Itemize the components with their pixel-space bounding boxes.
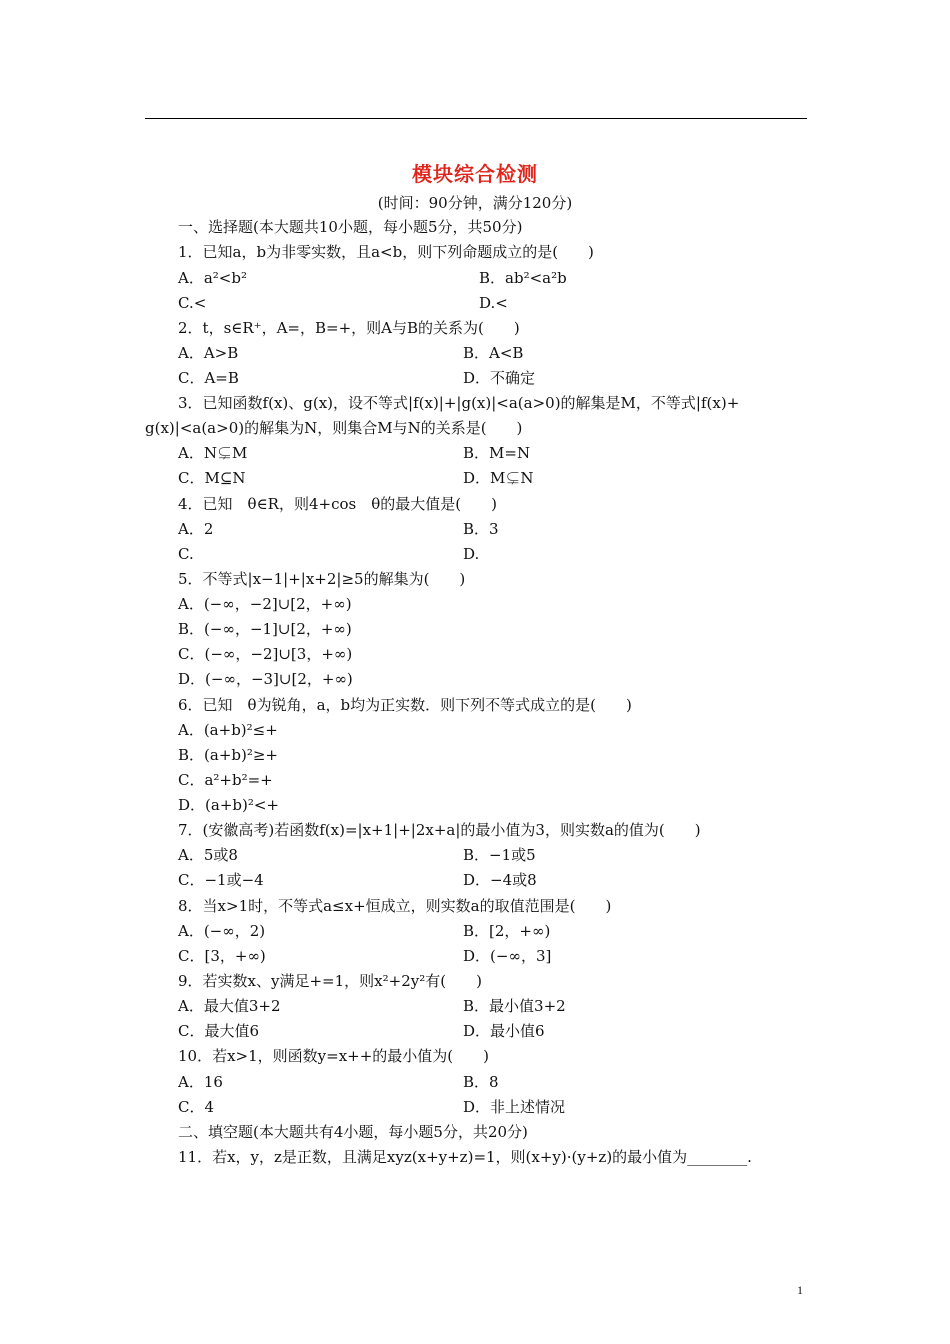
question-7-option-c: C．−1或−4 — [178, 871, 264, 889]
question-6-option-d: D．(a+b)²<+ — [178, 796, 279, 814]
question-1-option-b: B．ab²<a²b — [479, 269, 567, 287]
question-3-stem-line2: g(x)|<a(a>0)的解集为N，则集合M与N的关系是( ) — [145, 419, 523, 437]
question-6-option-c: C．a²+b²=+ — [178, 771, 273, 789]
exam-info: (时间：90分钟，满分120分) — [377, 194, 573, 212]
question-4-option-b: B．3 — [463, 520, 499, 538]
question-5-option-b: B．(−∞，−1]∪[2，+∞) — [178, 620, 352, 638]
question-3-stem-line1: 3．已知函数f(x)、g(x)，设不等式|f(x)|+|g(x)|<a(a>0)的解集是M，不等式|f(x)+ — [178, 394, 740, 412]
question-7-stem: 7．(安徽高考)若函数f(x)=|x+1|+|2x+a|的最小值为3，则实数a的值为( ) — [178, 821, 701, 839]
question-3-option-d: D．M⊊N — [463, 469, 534, 487]
question-8-option-d: D．(−∞，3] — [463, 947, 552, 965]
question-7-option-b: B．−1或5 — [463, 846, 536, 864]
question-1-stem: 1．已知a，b为非零实数，且a<b，则下列命题成立的是( ) — [178, 243, 594, 261]
question-4-option-a: A．2 — [178, 520, 214, 538]
question-6-stem: 6．已知 θ为锐角，a，b均为正实数．则下列不等式成立的是( ) — [178, 696, 632, 714]
page-number: 1 — [797, 1283, 803, 1297]
question-2-option-c: C．A=B — [178, 369, 239, 387]
question-1-option-c: C.< — [178, 294, 207, 312]
question-10-option-c: C．4 — [178, 1098, 215, 1116]
question-9-option-c: C．最大值6 — [178, 1022, 260, 1040]
question-5-option-c: C．(−∞，−2]∪[3，+∞) — [178, 645, 353, 663]
question-4-option-c: C. — [178, 545, 194, 563]
question-8-stem: 8．当x>1时，不等式a≤x+恒成立，则实数a的取值范围是( ) — [178, 897, 612, 915]
question-9-option-a: A．最大值3+2 — [178, 997, 281, 1015]
question-3-option-a: A．N⊊M — [178, 444, 248, 462]
question-4-stem: 4．已知 θ∈R，则4+cos θ的最大值是( ) — [178, 495, 497, 513]
question-3-option-b: B．M=N — [463, 444, 531, 462]
question-8-option-a: A．(−∞，2) — [178, 922, 266, 940]
question-1-option-d: D.< — [479, 294, 508, 312]
question-7-option-a: A．5或8 — [178, 846, 238, 864]
question-3-option-c: C．M⊆N — [178, 469, 246, 487]
question-2-stem: 2．t，s∈R⁺，A=，B=+，则A与B的关系为( ) — [178, 319, 520, 337]
question-2-option-b: B．A<B — [463, 344, 524, 362]
question-10-option-d: D．非上述情况 — [463, 1098, 566, 1116]
question-6-option-a: A．(a+b)²≤+ — [178, 721, 278, 739]
question-10-option-b: B．8 — [463, 1073, 499, 1091]
question-2-option-a: A．A>B — [178, 344, 239, 362]
question-9-option-b: B．最小值3+2 — [463, 997, 566, 1015]
question-5-option-d: D．(−∞，−3]∪[2，+∞) — [178, 670, 353, 688]
page-title: 模块综合检测 — [412, 162, 538, 186]
question-1-option-a: A．a²<b² — [178, 269, 247, 287]
section-heading-choice: 一、选择题(本大题共10小题，每小题5分，共50分) — [178, 218, 523, 236]
header-rule — [145, 118, 807, 119]
question-11-stem: 11．若x，y，z是正数，且满足xyz(x+y+z)=1，则(x+y)·(y+z)的最小值为________. — [178, 1148, 752, 1166]
question-8-option-b: B．[2，+∞) — [463, 922, 551, 940]
question-5-stem: 5．不等式|x−1|+|x+2|≥5的解集为( ) — [178, 570, 466, 588]
question-9-option-d: D．最小值6 — [463, 1022, 545, 1040]
question-10-stem: 10．若x>1，则函数y=x++的最小值为( ) — [178, 1047, 490, 1065]
question-9-stem: 9．若实数x、y满足+=1，则x²+2y²有( ) — [178, 972, 482, 990]
question-7-option-d: D．−4或8 — [463, 871, 537, 889]
question-6-option-b: B．(a+b)²≥+ — [178, 746, 278, 764]
question-4-option-d: D. — [463, 545, 480, 563]
question-5-option-a: A．(−∞，−2]∪[2，+∞) — [178, 595, 352, 613]
question-8-option-c: C．[3，+∞) — [178, 947, 266, 965]
question-10-option-a: A．16 — [178, 1073, 223, 1091]
question-2-option-d: D．不确定 — [463, 369, 536, 387]
section-heading-fill: 二、填空题(本大题共有4小题，每小题5分，共20分) — [178, 1123, 528, 1141]
